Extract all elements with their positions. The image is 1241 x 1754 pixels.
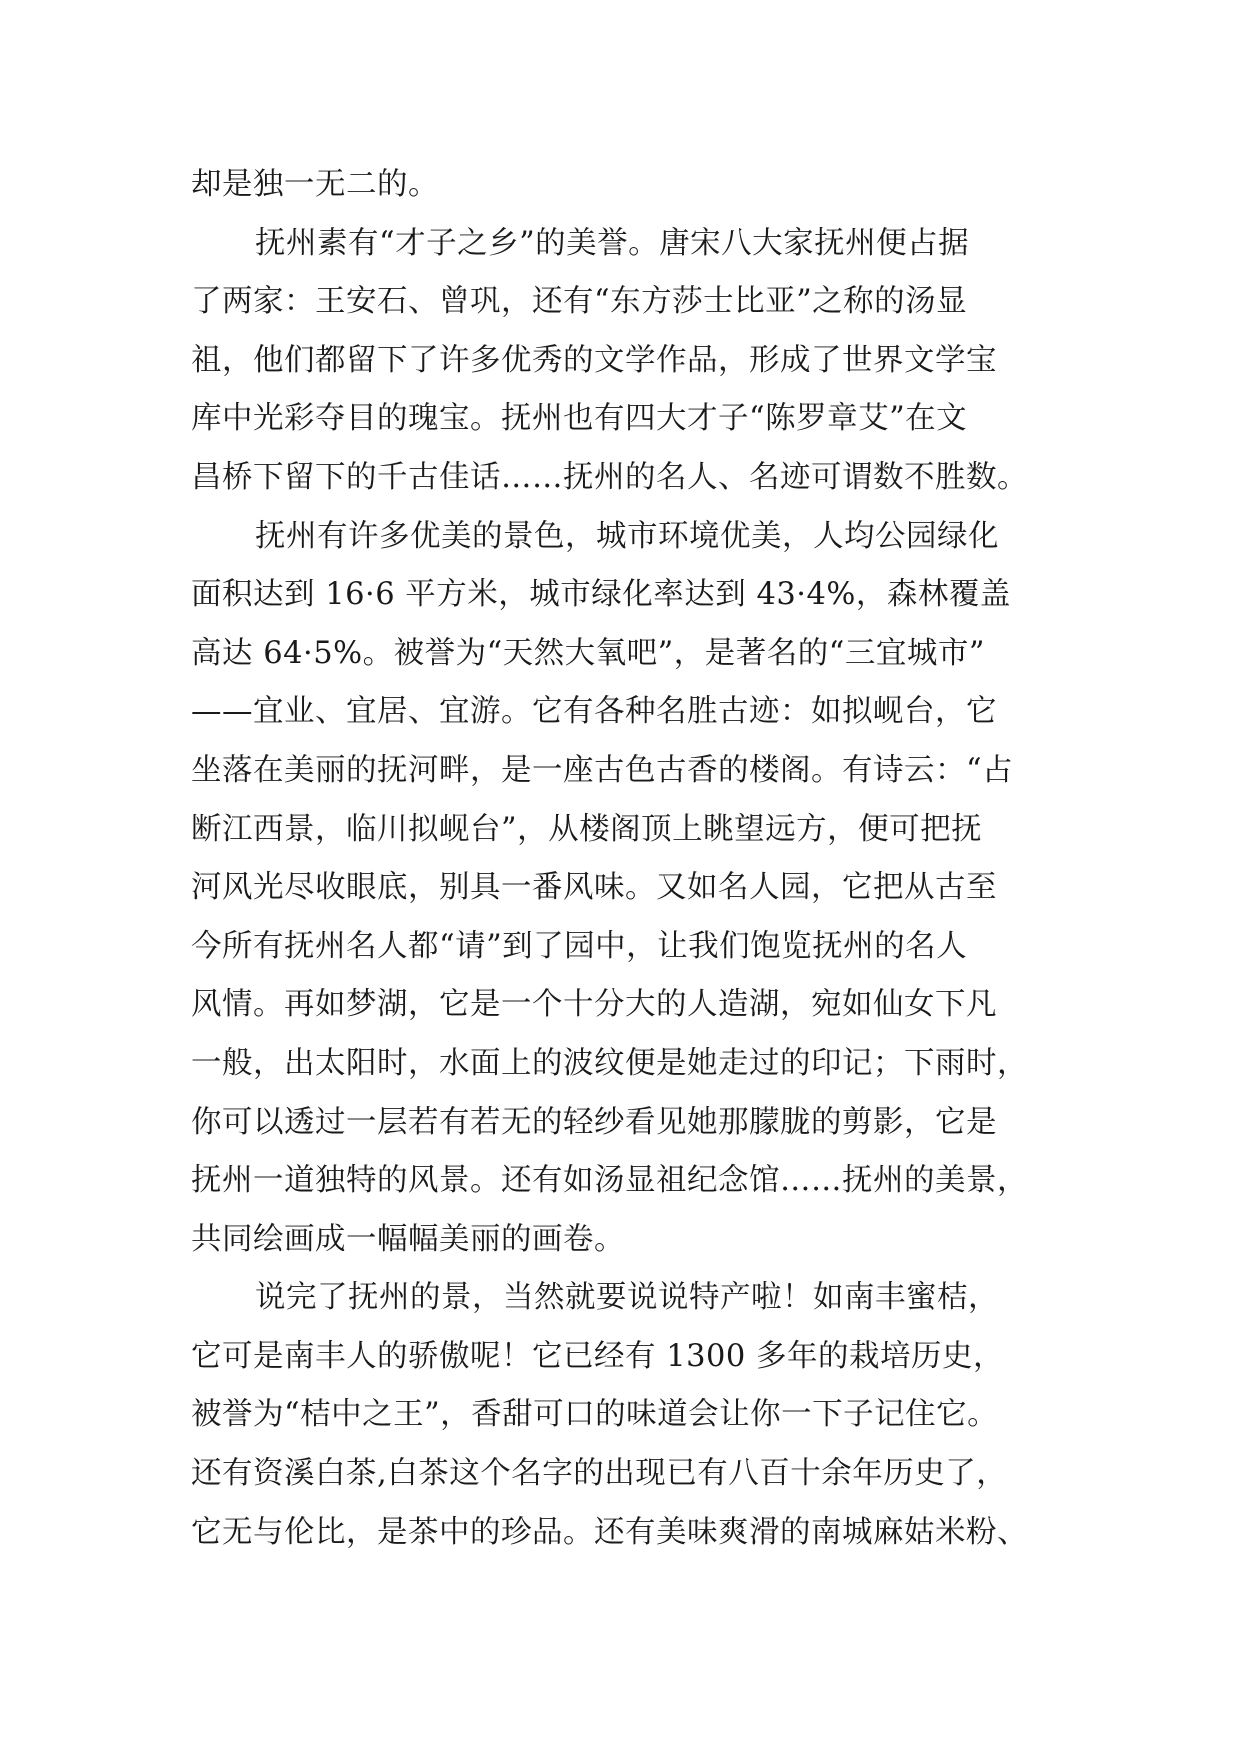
text-line: 高达 64·5%。被誉为“天然大氧吧”，是著名的“三宜城市” — [191, 635, 985, 671]
text-line: 风情。再如梦湖，它是一个十分大的人造湖，宛如仙女下凡 — [191, 987, 997, 1023]
text-line: 它可是南丰人的骄傲呢！它已经有 1300 多年的栽培历史， — [191, 1338, 1005, 1374]
text-line: 断江西景，临川拟岘台”，从楼阁顶上眺望远方，便可把抚 — [191, 811, 983, 847]
text-line: 一般，出太阳时，水面上的波纹便是她走过的印记；下雨时， — [191, 1045, 1028, 1081]
text-line: 抚州素有“才子之乡”的美誉。唐宋八大家抚州便占据 — [255, 225, 970, 261]
text-line: 共同绘画成一幅幅美丽的画卷。 — [191, 1221, 625, 1257]
text-line: 河风光尽收眼底，别具一番风味。又如名人园，它把从古至 — [191, 870, 997, 906]
text-line: 被誉为“桔中之王”，香甜可口的味道会让你一下子记住它。 — [191, 1397, 999, 1433]
text-line: 抚州有许多优美的景色，城市环境优美，人均公园绿化 — [255, 518, 999, 554]
text-line: 了两家：王安石、曾巩，还有“东方莎士比亚”之称的汤显 — [191, 284, 968, 320]
text-line: 昌桥下留下的千古佳话……抚州的名人、名迹可谓数不胜数。 — [191, 459, 1028, 495]
text-line: 说完了抚州的景，当然就要说说特产啦！如南丰蜜桔， — [255, 1280, 999, 1316]
text-line: 却是独一无二的。 — [191, 167, 439, 202]
text-line: 库中光彩夺目的瑰宝。抚州也有四大才子“陈罗章艾”在文 — [191, 401, 968, 437]
text-line: 祖，他们都留下了许多优秀的文学作品，形成了世界文学宝 — [191, 342, 997, 378]
text-line: 还有资溪白茶,白茶这个名字的出现已有八百十余年历史了， — [191, 1456, 1008, 1492]
text-line: 坐落在美丽的抚河畔，是一座古色古香的楼阁。有诗云：“占 — [191, 752, 1014, 788]
text-line: 面积达到 16·6 平方米，城市绿化率达到 43·4%，森林覆盖 — [191, 577, 1011, 613]
text-line: 它无与伦比，是茶中的珍品。还有美味爽滑的南城麻姑米粉、 — [191, 1514, 1028, 1550]
body-text — [191, 156, 1071, 1562]
text-line: 抚州一道独特的风景。还有如汤显祖纪念馆……抚州的美景， — [191, 1163, 1028, 1199]
text-line: ——宜业、宜居、宜游。它有各种名胜古迹：如拟岘台，它 — [191, 694, 997, 730]
text-line: 今所有抚州名人都“请”到了园中，让我们饱览抚州的名人 — [191, 928, 968, 964]
text-line: 你可以透过一层若有若无的轻纱看见她那朦胧的剪影，它是 — [191, 1104, 997, 1140]
